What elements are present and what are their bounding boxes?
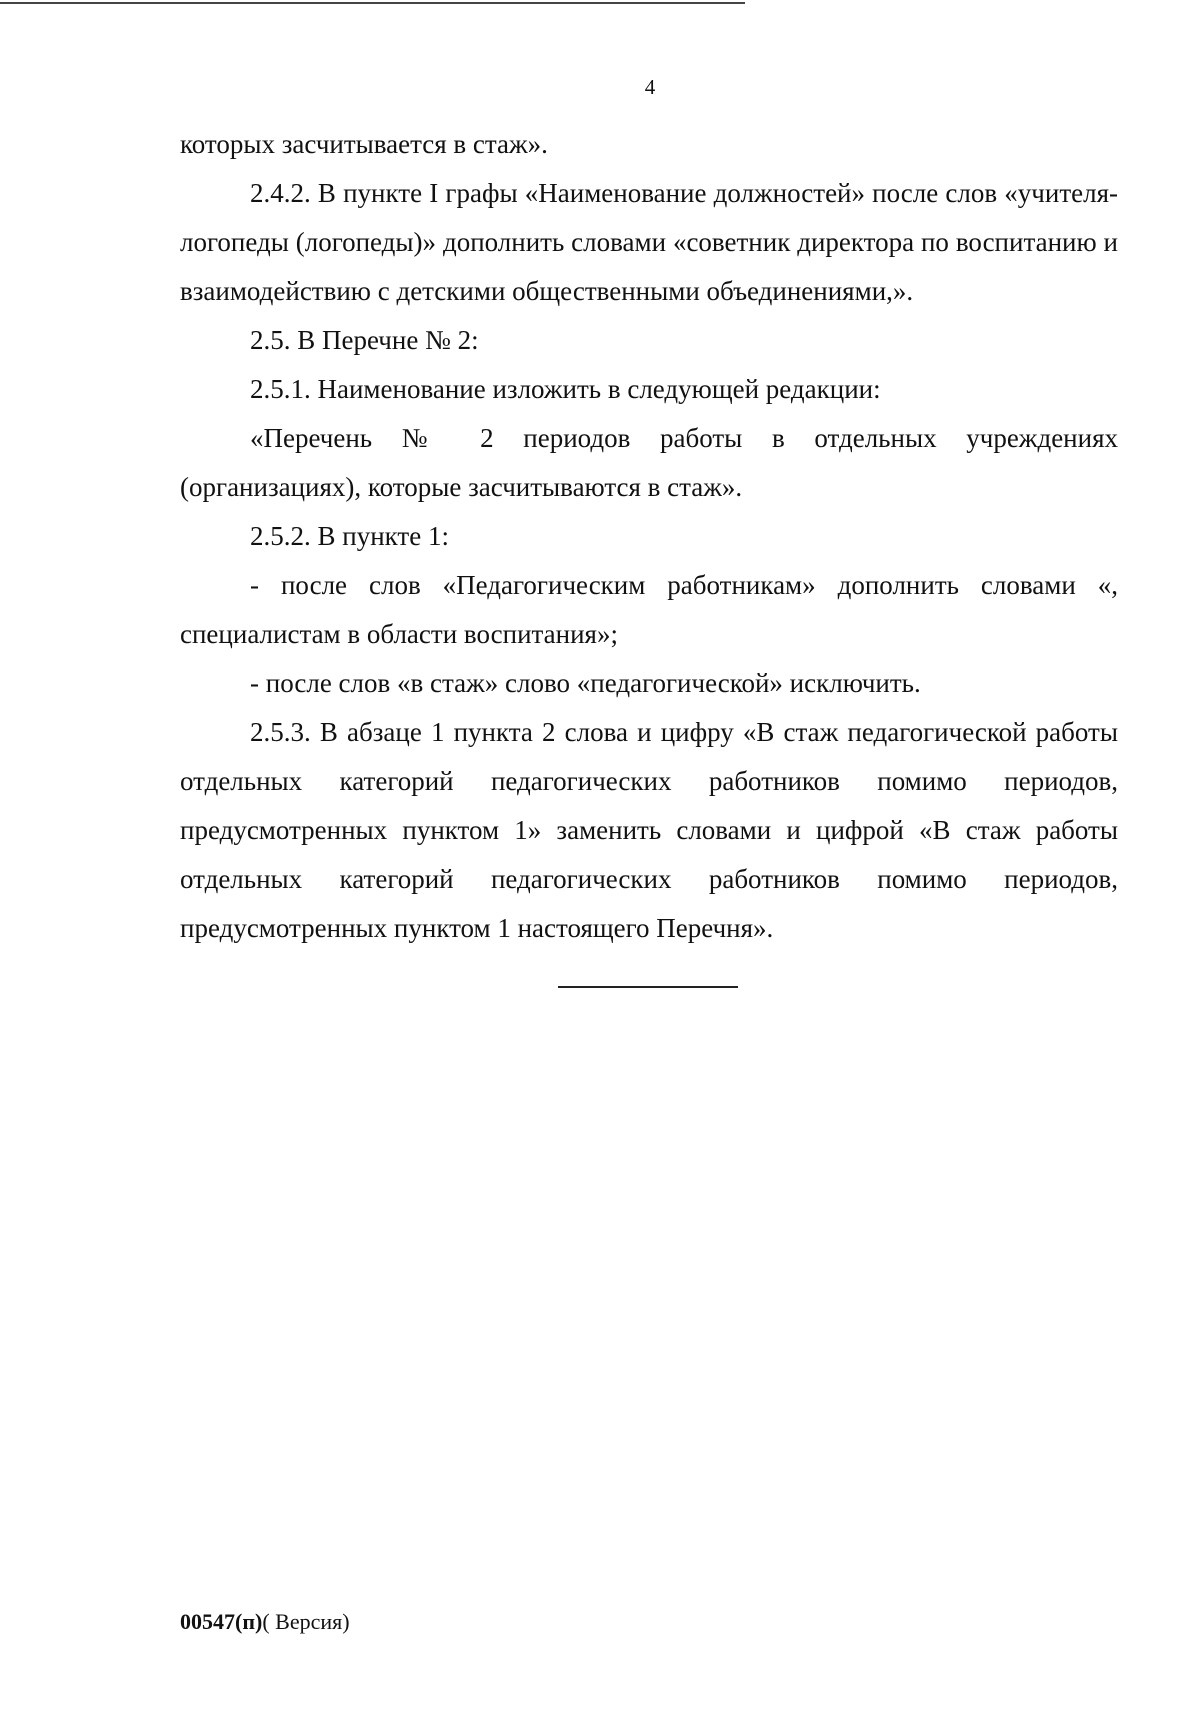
end-of-text-line: [558, 986, 738, 988]
paragraph-2-5-2: 2.5.2. В пункте 1:: [250, 521, 449, 551]
version-label: ( Версия): [262, 1609, 350, 1634]
paragraph-2-4-2: 2.4.2. В пункте I графы «Наименование должностей» после слов «учителя-логопеды (логопеды)» дополнить словами «советник директора по воспитанию и взаимодействию с детскими общественными объединениями,».: [180, 178, 1118, 306]
paragraph-bullet-2: - после слов «в стаж» слово «педагогической» исключить.: [250, 668, 921, 698]
paragraph-bullet-1: - после слов «Педагогическим работникам» дополнить словами «, специалистам в области воспитания»;: [180, 570, 1118, 649]
top-border-line: [0, 2, 745, 4]
paragraph-2-5-3: 2.5.3. В абзаце 1 пункта 2 слова и цифру «В стаж педагогической работы отдельных категорий педагогических работников помимо периодов, предусмотренных пунктом 1» заменить словами и цифрой «В стаж работы отдельных категорий педагогических работников помимо периодов, предусмотренных пунктом 1 настоящего Перечня».: [180, 717, 1118, 943]
paragraph-2-5-1: 2.5.1. Наименование изложить в следующей редакции:: [250, 374, 881, 404]
paragraph-continuation: которых засчитывается в стаж».: [180, 129, 548, 159]
page-number: 4: [644, 75, 656, 99]
paragraph-list-title-quote: «Перечень № 2 периодов работы в отдельных учреждениях (организациях), которые засчитываются в стаж».: [180, 423, 1118, 502]
footer: [180, 1608, 350, 1636]
document-body: [180, 120, 1118, 953]
document-code: 00547(п): [180, 1609, 263, 1634]
paragraph-2-5: 2.5. В Перечне № 2:: [250, 325, 479, 355]
